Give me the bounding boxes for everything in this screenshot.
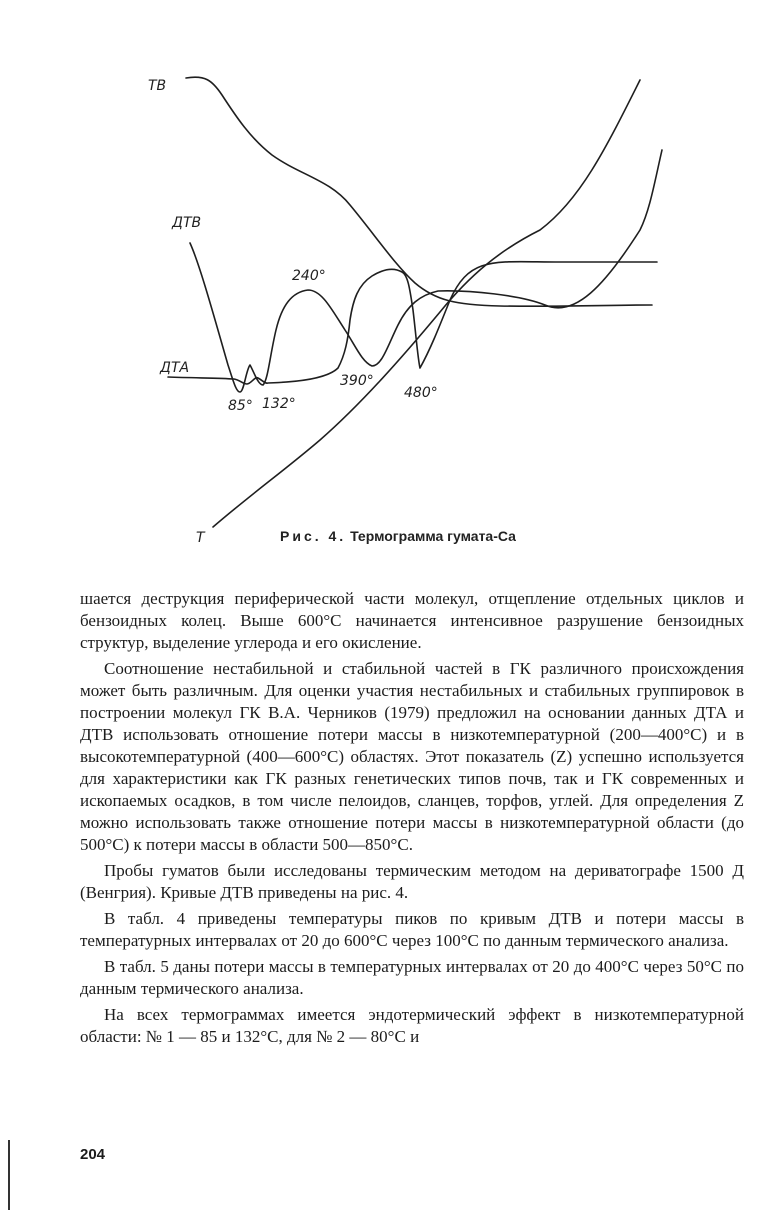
paragraph: Пробы гуматов были исследованы термическим методом на дериватографе 1500 Д (Венгрия). Кривые ДТВ приведены на рис. 4.	[80, 861, 744, 902]
peak-label-390: 390°	[340, 373, 374, 389]
thermogram-figure	[0, 0, 784, 560]
page-number: 204	[80, 1146, 106, 1163]
paragraph: В табл. 5 даны потери массы в температурных интервалах от 20 до 400°С через 50°С по данным термического анализа.	[80, 957, 744, 998]
paragraph: На всех термограммах имеется эндотермический эффект в низкотемпературной области: № 1 — 85 и 132°С, для № 2 — 80°С и	[80, 1005, 744, 1046]
dtv-label: ДТВ	[172, 215, 202, 231]
peak-label-480: 480°	[404, 385, 438, 401]
body-text	[80, 588, 744, 1052]
peak-label-240: 240°	[292, 268, 326, 284]
t-label: Т	[196, 530, 205, 546]
tv-label: ТВ	[148, 78, 167, 94]
paragraph: Соотношение нестабильной и стабильной частей в ГК различного происхождения может быть различным. Для оценки участия нестабильных и стабильных группировок в построении молекул ГК В.А. Черников (1979) предложил на основании данных ДТА и ДТВ использовать отношение потери массы в низкотемпературной (200—400°С) и в высокотемпературной (400—600°С) областях. Этот показатель (Z) успешно используется для характеристики как ГК разных генетических типов почв, так и ГК современных и ископаемых осадков, в том числе пелоидов, сланцев, торфов, углей. Для определения Z можно использовать также отношение потери массы в низкотемпературной области (до 500°С) к потери массы в области 500—850°С.	[80, 659, 744, 854]
thermogram-plot	[0, 0, 784, 560]
tv-curve	[186, 77, 652, 306]
scan-edge-line	[8, 1140, 10, 1210]
peak-label-85: 85°	[228, 398, 253, 414]
peak-label-132: 132°	[262, 396, 296, 412]
dta-label: ДТА	[160, 360, 190, 376]
figure-caption	[280, 528, 516, 544]
figure-caption-prefix: Рис. 4.	[280, 528, 347, 544]
figure-caption-text: Термограмма гумата-Са	[350, 528, 516, 544]
paragraph: шается деструкция периферической части молекул, отщепление отдельных циклов и бензоидных колец. Выше 600°С начинается интенсивное разрушение бензоидных структур, выделение углерода и его окисление.	[80, 589, 744, 652]
paragraph: В табл. 4 приведены температуры пиков по кривым ДТВ и потери массы в температурных интервалах от 20 до 600°С через 100°С по данным термического анализа.	[80, 909, 744, 950]
